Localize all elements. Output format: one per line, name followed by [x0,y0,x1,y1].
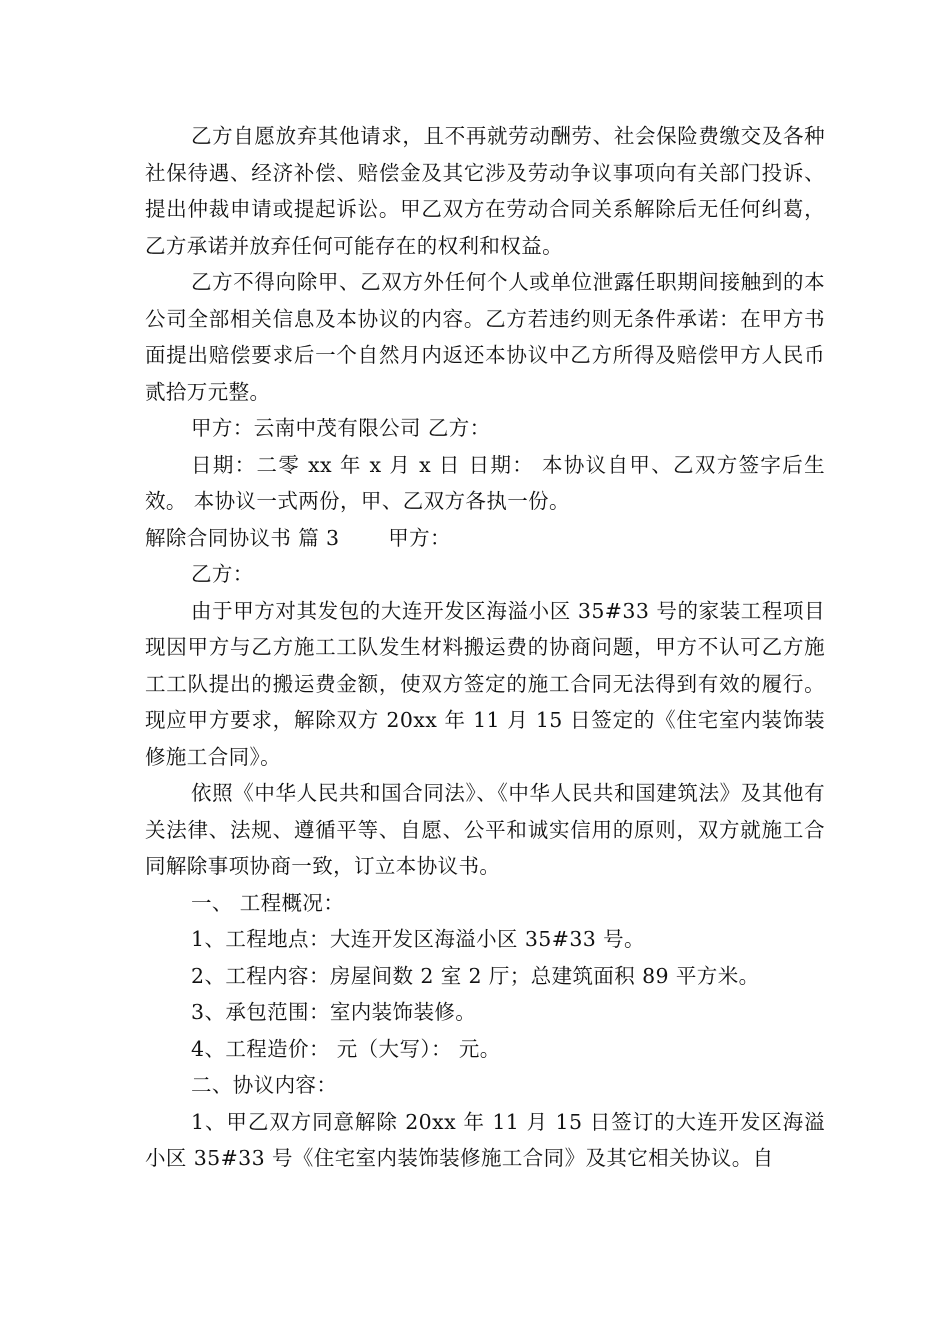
paragraph-waiver: 乙方自愿放弃其他请求，且不再就劳动酬劳、社会保险费缴交及各种社保待遇、经济补偿、赔偿金及其它涉及劳动争议事项向有关部门投诉、提出仲裁申请或提起诉讼。甲乙双方在劳动合同关系解除后无任何纠葛，乙方承诺并放弃任何可能存在的权利和权益。 [145,124,825,258]
item-project-content: 2、工程内容：房屋间数 2 室 2 厅；总建筑面积 89 平方米。 [191,963,760,988]
paragraph-legal-basis: 依照《中华人民共和国合同法》、《中华人民共和国建筑法》及其他有关法律、法规、遵循平等、自愿、公平和诚实信用的原则，双方就施工合同解除事项协商一致，订立本协议书。 [145,781,825,878]
heading-agreement-content: 二、协议内容： [191,1073,338,1097]
paragraph-parties: 甲方：云南中茂有限公司 乙方： [191,416,491,440]
document-body [145,118,825,1177]
paragraph-date-effect: 日期：二零 xx 年 x 月 x 日 日期： 本协议自甲、乙双方签字后生效。 本协议一式两份，甲、乙双方各执一份。 [145,452,825,513]
heading-project-overview: 一、 工程概况： [191,890,345,915]
item-project-cost: 4、工程造价： 元（大写）： 元。 [191,1036,501,1061]
item-contract-scope: 3、承包范围：室内装饰装修。 [191,1000,477,1024]
paragraph-party-b: 乙方： [191,562,254,586]
paragraph-confidentiality: 乙方不得向除甲、乙双方外任何个人或单位泄露任职期间接触到的本公司全部相关信息及本协议的内容。乙方若违约则无条件承诺：在甲方书面提出赔偿要求后一个自然月内返还本协议中乙方所得及赔偿甲方人民币贰拾万元整。 [145,270,825,404]
item-project-location: 1、工程地点：大连开发区海溢小区 35#33 号。 [191,927,645,951]
paragraph-reason: 由于甲方对其发包的大连开发区海溢小区 35#33 号的家装工程项目现因甲方与乙方施工工队发生材料搬运费的协商问题，甲方不认可乙方施工工队提出的搬运费金额，使双方签定的施工合同无法得到有效的履行。现应甲方要求，解除双方 20xx 年 11 月 15 日签定的《住宅室内装饰装修施工合同》。 [145,598,825,769]
item-termination-agreement: 1、甲乙双方同意解除 20xx 年 11 月 15 日签订的大连开发区海溢小区 35#33 号《住宅室内装饰装修施工合同》及其它相关协议。自 [145,1109,825,1170]
section-heading-part3: 解除合同协议书 篇 3 甲方： [145,525,451,550]
